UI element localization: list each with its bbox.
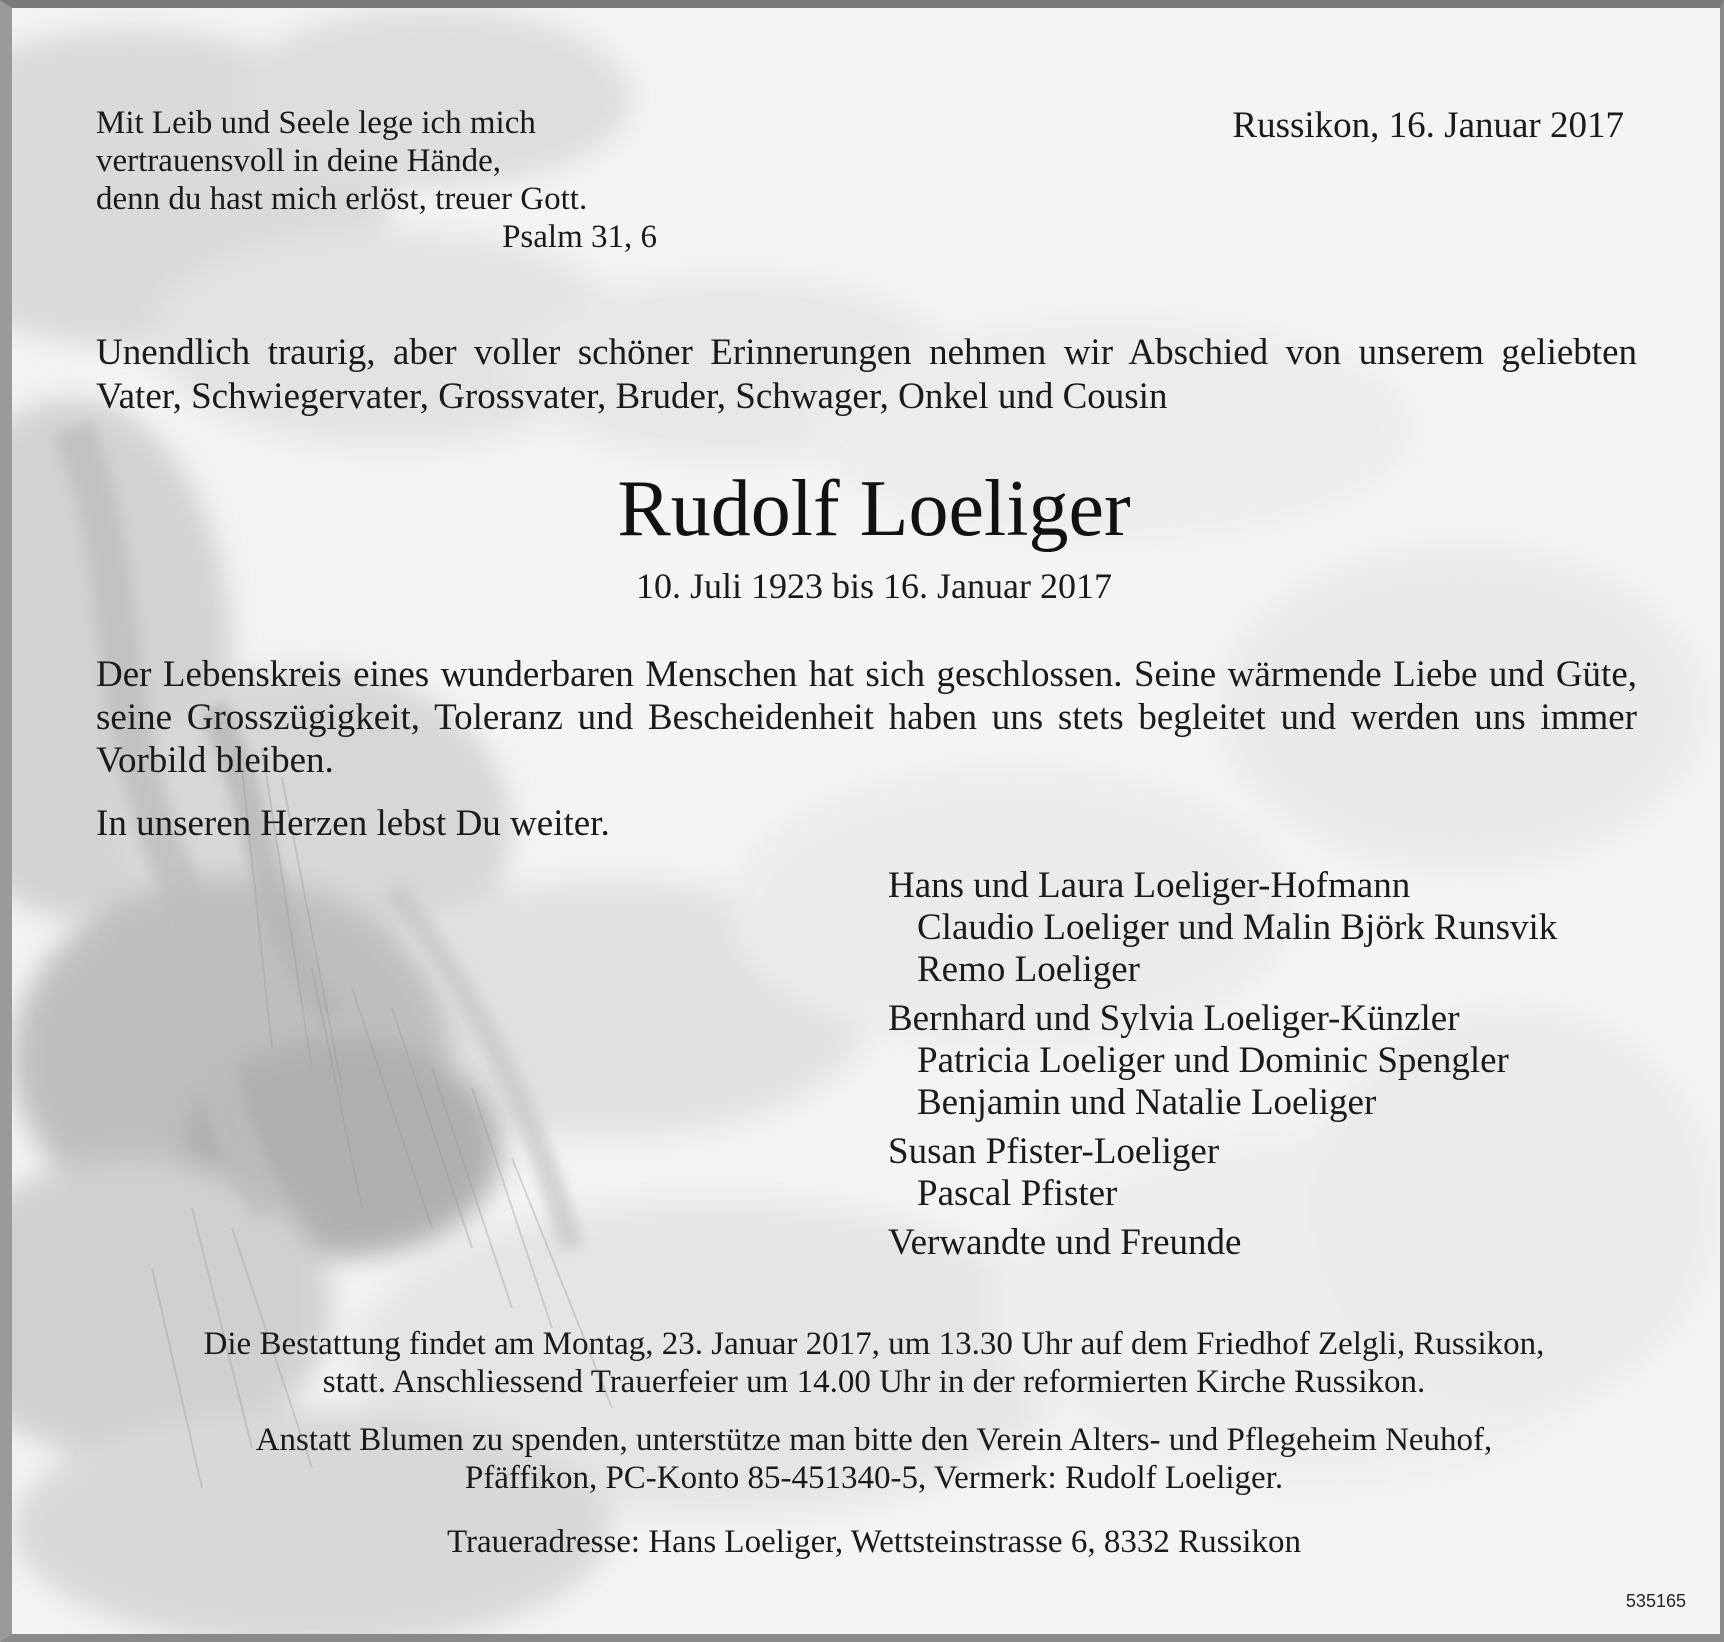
mourner-member: Claudio Loeliger und Malin Björk Runsvik	[917, 907, 1558, 948]
mourner-member: Remo Loeliger	[917, 949, 1140, 990]
burial-line: Die Bestattung findet am Montag, 23. Januar 2017, um 13.30 Uhr auf dem Friedhof Zelgli, Russikon,	[203, 1326, 1545, 1362]
psalm-quote	[96, 104, 696, 256]
mourning-address	[12, 1523, 1724, 1561]
life-dates: 10. Juli 1923 bis 16. Januar 2017	[636, 566, 1112, 606]
mourner-group	[888, 1130, 1688, 1215]
mourner-group-head: Susan Pfister-Loeliger	[888, 1131, 1220, 1172]
tribute-text: Der Lebenskreis eines wunderbaren Menschen hat sich geschlossen. Seine wärmende Liebe und Güte, seine Grosszügigkeit, Toleranz und Bescheidenheit haben uns stets begleitet und werden uns immer Vorbild bleiben.	[96, 654, 1637, 781]
ad-number: 535165	[1625, 1591, 1686, 1611]
tribute-closing: In unseren Herzen lebst Du weiter.	[96, 803, 610, 844]
mourner-group	[888, 864, 1688, 991]
mourner-group	[888, 997, 1688, 1124]
mourner-group-head: Hans und Laura Loeliger-Hofmann	[888, 865, 1411, 906]
deceased-name: Rudolf Loeliger	[617, 465, 1131, 553]
burial-notice	[12, 1325, 1724, 1401]
donation-line: Anstatt Blumen zu spenden, unterstütze man bitte den Verein Alters- und Pflegeheim Neuhof,	[255, 1422, 1493, 1458]
mourner-member: Benjamin und Natalie Loeliger	[917, 1082, 1377, 1123]
mourner-member: Pascal Pfister	[917, 1173, 1118, 1214]
psalm-reference: Psalm 31, 6	[502, 219, 657, 255]
mourner-member: Patricia Loeliger und Dominic Spengler	[917, 1040, 1509, 1081]
intro-text: Unendlich traurig, aber voller schöner Erinnerungen nehmen wir Abschied von unserem geliebten Vater, Schwiegervater, Grossvater, Bruder, Schwager, Onkel und Cousin	[96, 332, 1637, 417]
mourner-group-head: Bernhard und Sylvia Loeliger-Künzler	[888, 998, 1460, 1039]
mourners-list	[888, 864, 1688, 1270]
mourner-group-head: Verwandte und Freunde	[888, 1222, 1242, 1263]
address-line: Traueradresse: Hans Loeliger, Wettsteinstrasse 6, 8332 Russikon	[447, 1524, 1301, 1560]
mourner-group	[888, 1221, 1688, 1264]
psalm-line: Mit Leib und Seele lege ich mich	[96, 105, 536, 141]
donation-line: Pfäffikon, PC-Konto 85-451340-5, Vermerk: Rudolf Loeliger.	[464, 1460, 1284, 1496]
psalm-line: denn du hast mich erlöst, treuer Gott.	[96, 181, 588, 217]
burial-line: statt. Anschliessend Trauerfeier um 14.00 Uhr in der reformierten Kirche Russikon.	[322, 1364, 1426, 1400]
psalm-line: vertrauensvoll in deine Hände,	[96, 143, 502, 179]
donation-notice	[12, 1421, 1724, 1497]
place-and-date: Russikon, 16. Januar 2017	[1232, 105, 1624, 146]
